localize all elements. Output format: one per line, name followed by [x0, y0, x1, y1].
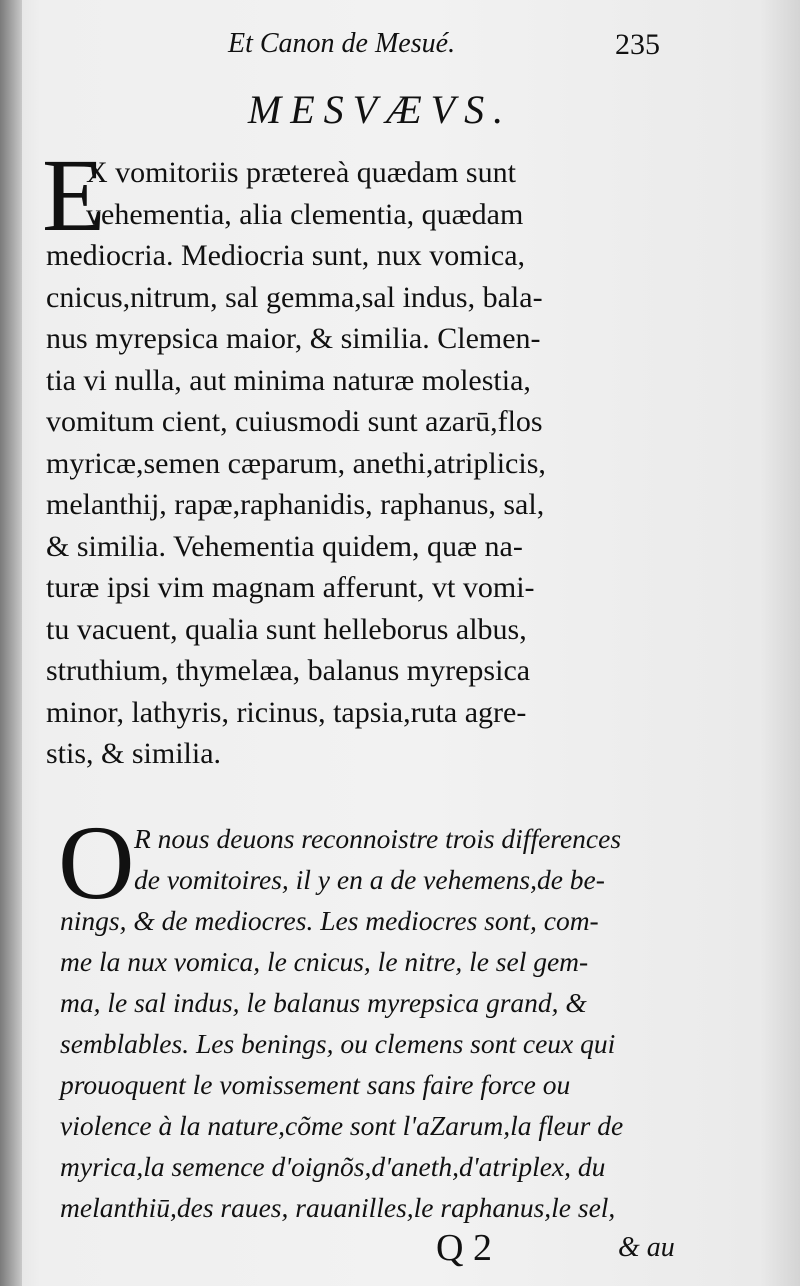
page-footer	[0, 1226, 800, 1276]
latin-line: tia vi nulla, aut minima naturæ molestia,	[46, 363, 531, 397]
catchword: & au	[618, 1232, 675, 1263]
latin-line: vomitum cient, cuiusmodi sunt azarū,flos	[46, 405, 543, 438]
running-title: Et Canon de Mesué.	[228, 28, 456, 59]
latin-line: nus myrepsica maior, & similia. Clemen-	[46, 322, 541, 355]
french-line: de vomitoires, il y en a de vehemens,de be-	[134, 864, 605, 895]
latin-line: turæ ipsi vim magnam afferunt, vt vomi-	[46, 571, 535, 604]
latin-drop-capital: E	[42, 138, 106, 253]
latin-line: mediocria. Mediocria sunt, nux vomica,	[46, 239, 526, 272]
french-line: melanthiū,des raues, rauanilles,le raphanus,le sel,	[60, 1192, 616, 1223]
latin-line: stis, & similia.	[46, 737, 222, 770]
french-line: me la nux vomica, le cnicus, le nitre, le sel gem-	[60, 946, 589, 977]
latin-line: X vomitoriis prætereà quædam sunt	[86, 156, 516, 189]
latin-line: struthium, thymelæa, balanus myrepsica	[46, 654, 531, 687]
french-line: prouoquent le vomissement sans faire force ou	[60, 1069, 571, 1100]
latin-line: vehementia, alia clementia, quædam	[86, 197, 524, 231]
french-line: nings, & de mediocres. Les mediocres sont, com-	[60, 905, 599, 936]
latin-line: melanthij, rapæ,raphanidis, raphanus, sal,	[46, 488, 545, 521]
french-drop-capital: O	[58, 804, 135, 921]
french-line: R nous deuons reconnoistre trois differences	[134, 823, 622, 854]
running-head	[180, 28, 660, 68]
latin-text-block	[46, 152, 674, 775]
latin-line: & similia. Vehementia quidem, quæ na-	[46, 529, 523, 563]
french-line: violence à la nature,cõme sont l'aZarum,la fleur de	[60, 1110, 624, 1141]
french-line: semblables. Les benings, ou clemens sont ceux qui	[60, 1028, 616, 1059]
signature-mark: Q 2	[436, 1227, 492, 1269]
french-line: ma, le sal indus, le balanus myrepsica grand, &	[60, 987, 587, 1018]
latin-line: minor, lathyris, ricinus, tapsia,ruta agre-	[46, 695, 527, 729]
french-text-block	[58, 804, 688, 1228]
latin-line: myricæ,semen cæparum, anethi,atriplicis,	[46, 446, 546, 480]
french-line: myrica,la semence d'oignõs,d'aneth,d'atriplex, du	[60, 1151, 606, 1182]
gutter-shadow	[0, 0, 22, 1286]
section-title: MESVÆVS.	[247, 87, 513, 132]
latin-line: cnicus,nitrum, sal gemma,sal indus, bala-	[46, 280, 543, 314]
latin-line: tu vacuent, qualia sunt helleborus albus,	[46, 612, 527, 646]
page-number: 235	[615, 28, 660, 61]
